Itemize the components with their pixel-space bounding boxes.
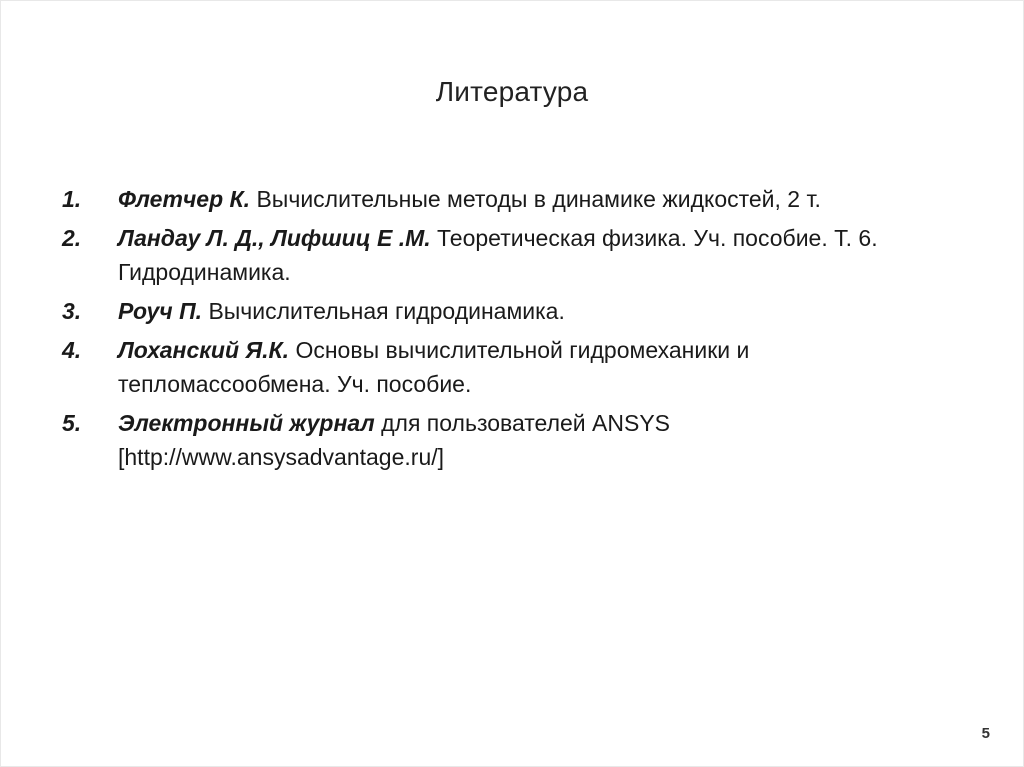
reference-item [62, 182, 982, 216]
reference-item [62, 221, 982, 289]
reference-number: 2. [62, 225, 82, 251]
slide-title: Литература [435, 76, 589, 107]
reference-author: Флетчер К. [118, 186, 251, 212]
reference-title-continuation: тепломассообмена. Уч. пособие. [118, 371, 472, 397]
reference-number: 3. [62, 298, 82, 324]
reference-text [118, 294, 982, 328]
reference-item [62, 294, 982, 328]
page-number: 5 [981, 725, 990, 742]
reference-author: Лоханский Я.К. [118, 337, 290, 363]
reference-text [118, 182, 982, 216]
reference-number: 4. [62, 337, 82, 363]
reference-author: Роуч П. [118, 298, 203, 324]
reference-author: Электронный журнал [118, 410, 375, 436]
reference-title: для пользователей ANSYS [381, 410, 671, 436]
reference-item [62, 333, 982, 401]
reference-author: Ландау Л. Д., Лифшиц Е .М. [118, 225, 431, 251]
reference-number: 5. [62, 410, 82, 436]
reference-title: Вычислительные методы в динамике жидкостей, 2 т. [256, 186, 821, 212]
reference-title: Вычислительная гидродинамика. [208, 298, 565, 324]
reference-text [118, 333, 982, 401]
reference-number: 1. [62, 186, 82, 212]
reference-title-continuation: Гидродинамика. [118, 259, 291, 285]
reference-link[interactable]: [http://www.ansysadvantage.ru/] [118, 444, 445, 470]
reference-text [118, 221, 982, 289]
reference-title: Основы вычислительной гидромеханики и [295, 337, 750, 363]
reference-list [62, 182, 982, 479]
reference-text [118, 406, 982, 474]
reference-title: Теоретическая физика. Уч. пособие. Т. 6. [437, 225, 878, 251]
reference-item [62, 406, 982, 474]
